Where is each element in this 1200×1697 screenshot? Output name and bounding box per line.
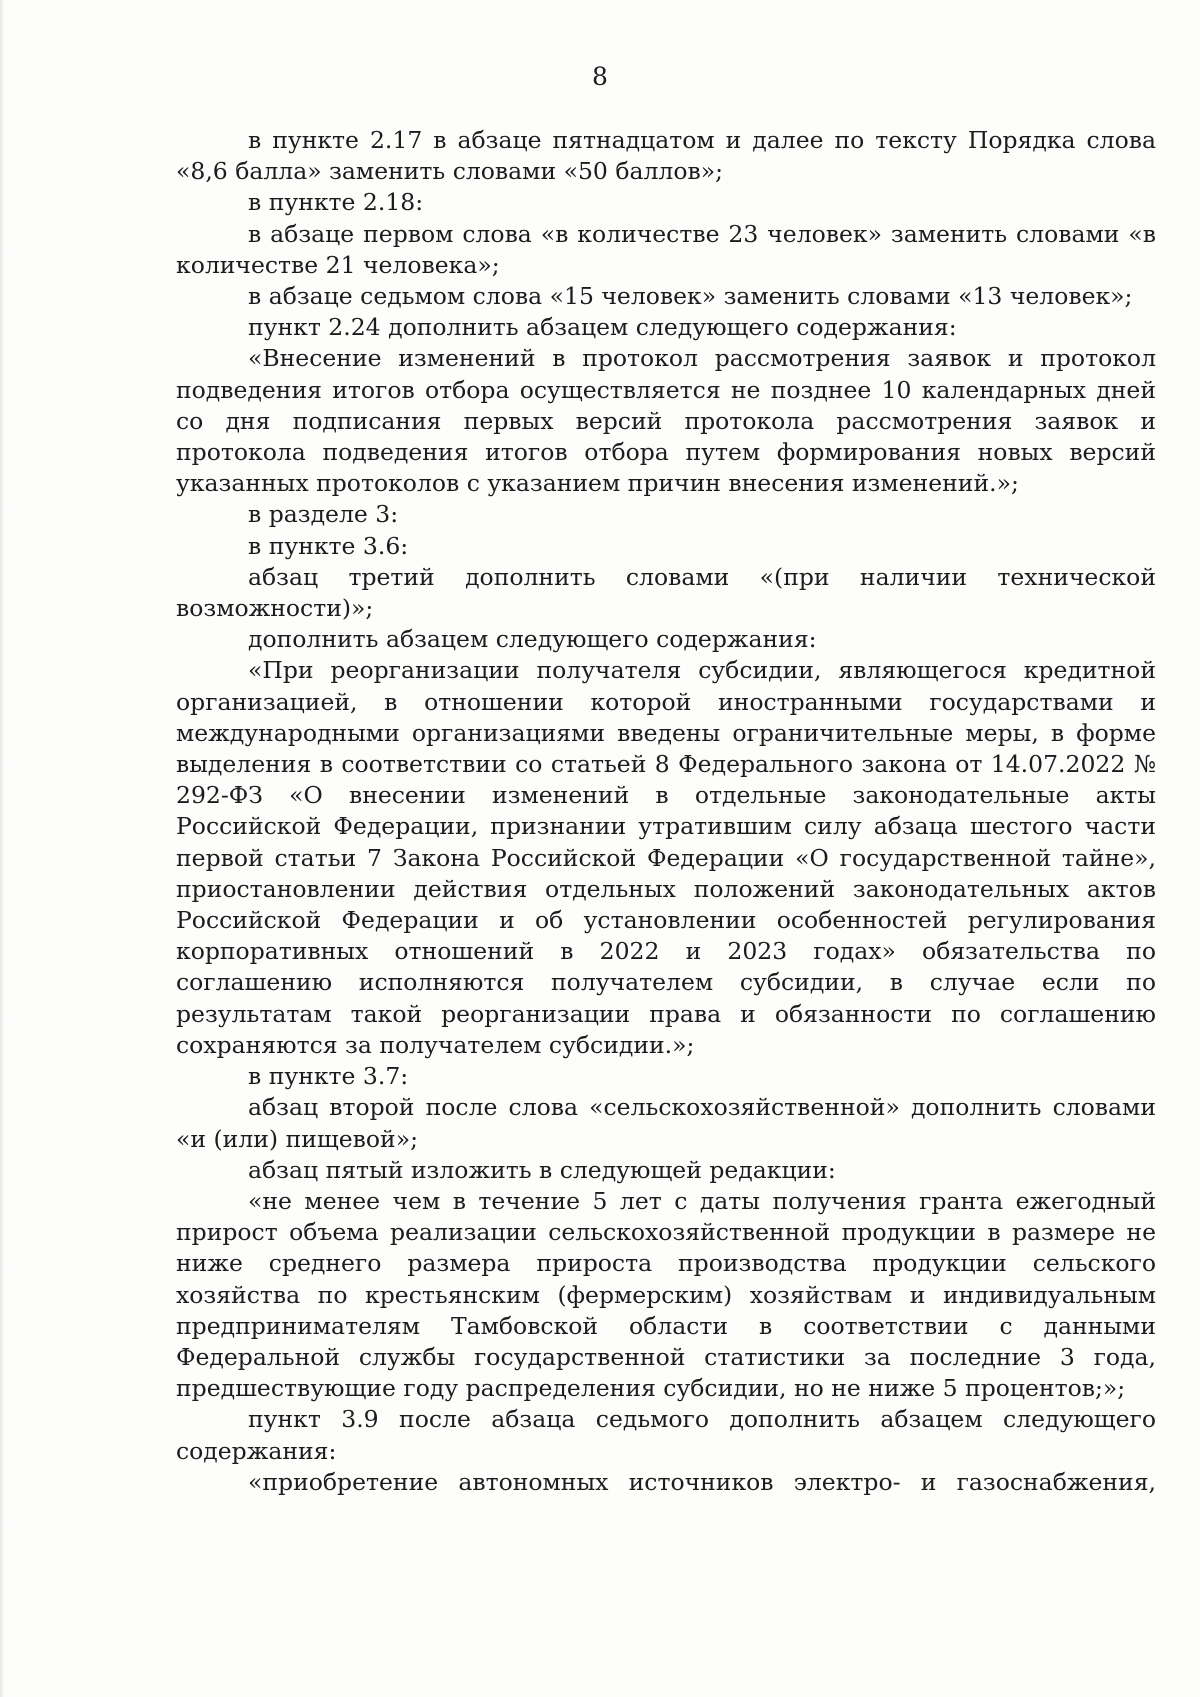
paragraph-3-6-add-intro: дополнить абзацем следующего содержания:: [248, 625, 817, 654]
paragraph-3-7-fifth-intro: абзац пятый изложить в следующей редакции:: [248, 1155, 836, 1184]
paragraph-3-9-quote-start: «приобретение автономных источников электро- и газоснабжения,: [248, 1467, 1156, 1496]
paragraph-3-6-quote: «При реорганизации получателя субсидии, являющегося кредитной организацией, в отношении которой иностранными государствами и международными организациями введены ограничительные меры, в форме выделения в соответствии со статьей 8 Федерального закона от 14.07.2022 № 292-ФЗ «О внесении изменений в отдельные законодательные акты Российской Федерации, признании утратившим силу абзаца шестого части первой статьи 7 Закона Российской Федерации «О государственной тайне», приостановлении действия отдельных положений законодательных актов Российской Федерации и об установлении особенностей регулирования корпоративных отношений в 2022 и 2023 годах» обязательства по соглашению исполняются получателем субсидии, в случае если по результатам такой реорганизации права и обязанности по соглашению сохраняются за получателем субсидии.»;: [176, 656, 1156, 1059]
paragraph-2-18-first: в абзаце первом слова «в количестве 23 человек» заменить словами «в количестве 21 человека»;: [176, 219, 1156, 279]
paragraph-3-6-heading: в пункте 3.6:: [248, 531, 409, 560]
page-number: 8: [592, 62, 608, 91]
document-body: [176, 125, 1156, 1498]
paragraph-3-9-intro: пункт 3.9 после абзаца седьмого дополнить абзацем следующего содержания:: [176, 1405, 1156, 1465]
paragraph-2-18-seventh: в абзаце седьмом слова «15 человек» заменить словами «13 человек»;: [248, 282, 1133, 311]
paragraph-3-7-fifth-quote: «не менее чем в течение 5 лет с даты получения гранта ежегодный прирост объема реализации сельскохозяйственной продукции в размере не ниже среднего размера прироста производства продукции сельского хозяйства по крестьянским (фермерским) хозяйствам и индивидуальным предпринимателям Тамбовской области в соответствии с данными Федеральной службы государственной статистики за последние 3 года, предшествующие году распределения субсидии, но не ниже 5 процентов;»;: [176, 1186, 1156, 1403]
paragraph-3-7-heading: в пункте 3.7:: [248, 1062, 409, 1091]
paragraph-section-3: в разделе 3:: [248, 500, 399, 529]
paragraph-3-6-third: абзац третий дополнить словами «(при наличии технической возможности)»;: [176, 562, 1156, 623]
paragraph-3-7-second: абзац второй после слова «сельскохозяйственной» дополнить словами «и (или) пищевой»;: [176, 1093, 1156, 1153]
paragraph-2-24-quote: «Внесение изменений в протокол рассмотрения заявок и протокол подведения итогов отбора осуществляется не позднее 10 календарных дней со дня подписания первых версий протокола рассмотрения заявок и протокола подведения итогов отбора путем формирования новых версий указанных протоколов с указанием причин внесения изменений.»;: [176, 344, 1156, 498]
scan-edge: [0, 0, 4, 1697]
paragraph-2-24-intro: пункт 2.24 дополнить абзацем следующего содержания:: [248, 313, 957, 342]
paragraph-2-17: в пункте 2.17 в абзаце пятнадцатом и далее по тексту Порядка слова «8,6 балла» заменить словами «50 баллов»;: [176, 126, 1156, 186]
paragraph-2-18-heading: в пункте 2.18:: [248, 188, 424, 217]
